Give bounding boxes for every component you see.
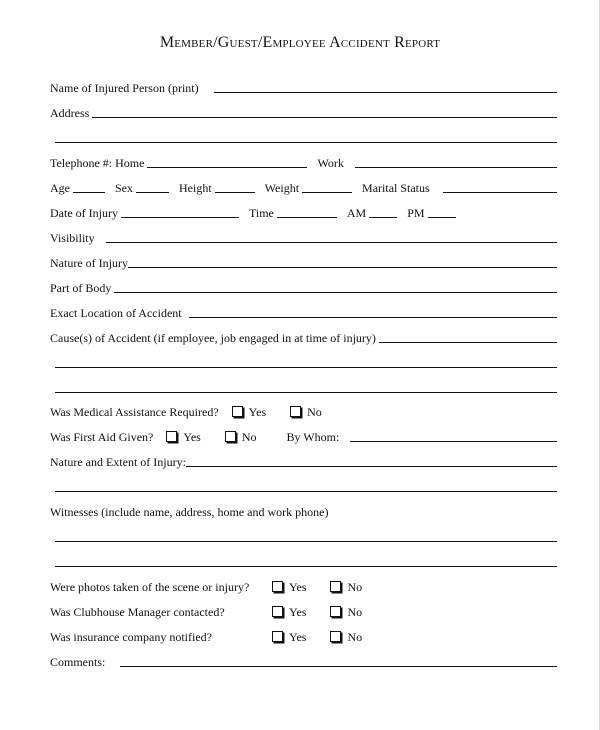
checkbox-icon[interactable]: [272, 581, 283, 592]
cause-field-2[interactable]: [55, 367, 557, 368]
manager-label: Was Clubhouse Manager contacted?: [50, 605, 225, 619]
witnesses-row-2: [55, 525, 557, 545]
photos-no-option[interactable]: [330, 580, 362, 595]
am-field[interactable]: [369, 217, 397, 218]
address-row-2: [55, 126, 557, 146]
yes-label: Yes: [289, 630, 307, 644]
date-of-injury-label: Date of Injury: [50, 206, 118, 220]
manager-no-option[interactable]: [330, 605, 362, 620]
manager-yes-option[interactable]: [272, 605, 306, 620]
age-label: Age: [50, 181, 70, 195]
extent-of-injury-label: Nature and Extent of Injury:: [50, 455, 186, 469]
address-row: [50, 101, 557, 121]
part-of-body-label: Part of Body: [50, 281, 112, 295]
checkbox-icon[interactable]: [272, 631, 283, 642]
location-label: Exact Location of Accident: [50, 306, 182, 320]
location-row: [50, 301, 557, 321]
first-aid-label: Was First Aid Given?: [50, 430, 154, 444]
date-time-row: [50, 201, 450, 221]
insurance-no-option[interactable]: [330, 630, 362, 645]
date-of-injury-field[interactable]: [121, 217, 239, 218]
checkbox-icon[interactable]: [330, 581, 341, 592]
yes-label: Yes: [248, 405, 267, 419]
comments-row: [50, 650, 557, 670]
by-whom-label: By Whom:: [286, 430, 340, 444]
medical-no-option[interactable]: [290, 405, 322, 420]
time-field[interactable]: [277, 217, 337, 218]
visibility-row: [50, 226, 557, 246]
extent-of-injury-row-2: [55, 475, 557, 495]
checkbox-icon[interactable]: [290, 406, 301, 417]
photos-label: Were photos taken of the scene or injury?: [50, 580, 250, 594]
address-label: Address: [50, 106, 90, 120]
checkbox-icon[interactable]: [232, 406, 243, 417]
witnesses-field-2[interactable]: [55, 566, 557, 567]
no-label: No: [307, 405, 322, 419]
height-label: Height: [179, 181, 212, 195]
photos-yes-option[interactable]: [272, 580, 306, 595]
cause-row-3: [55, 376, 557, 396]
weight-field[interactable]: [302, 192, 352, 193]
no-label: No: [241, 430, 257, 444]
age-field[interactable]: [73, 192, 105, 193]
address-field[interactable]: [92, 117, 557, 118]
insurance-yes-option[interactable]: [272, 630, 306, 645]
witnesses-label: Witnesses (include name, address, home and work phone): [50, 505, 329, 519]
cause-row: [50, 326, 557, 346]
part-of-body-field[interactable]: [114, 292, 557, 293]
first-aid-no-option[interactable]: [225, 430, 257, 445]
part-of-body-row: [50, 276, 557, 296]
no-label: No: [347, 605, 363, 619]
no-label: No: [347, 580, 363, 594]
visibility-field[interactable]: [106, 242, 557, 243]
by-whom-field[interactable]: [350, 441, 557, 442]
injured-name-field[interactable]: [214, 92, 557, 93]
extent-of-injury-row: [50, 450, 557, 470]
cause-field-3[interactable]: [55, 392, 557, 393]
form-title: Member/Guest/Employee Accident Report: [159, 34, 441, 51]
cause-label: Cause(s) of Accident (if employee, job engaged in at time of injury): [50, 331, 376, 345]
nature-of-injury-field[interactable]: [128, 267, 557, 268]
sex-field[interactable]: [136, 192, 169, 193]
home-phone-field[interactable]: [147, 167, 307, 168]
insurance-label: Was insurance company notified?: [50, 630, 212, 644]
work-phone-label: Work: [317, 156, 344, 170]
pm-label: PM: [407, 206, 425, 220]
visibility-label: Visibility: [50, 231, 95, 245]
photos-row: [50, 575, 450, 595]
witnesses-field[interactable]: [55, 541, 557, 542]
nature-of-injury-label: Nature of Injury: [50, 256, 128, 270]
medical-assistance-label: Was Medical Assistance Required?: [50, 405, 219, 419]
comments-field[interactable]: [120, 666, 557, 667]
personal-details-row: [50, 176, 557, 196]
manager-row: [50, 600, 450, 620]
first-aid-row: [50, 425, 557, 445]
work-phone-field[interactable]: [355, 167, 557, 168]
height-field[interactable]: [215, 192, 255, 193]
sex-label: Sex: [115, 181, 133, 195]
medical-yes-option[interactable]: [232, 405, 266, 420]
witnesses-row: [50, 500, 557, 520]
yes-label: Yes: [183, 430, 201, 444]
telephone-home-label: Telephone #: Home: [50, 156, 145, 170]
checkbox-icon[interactable]: [272, 606, 283, 617]
witnesses-row-3: [55, 550, 557, 570]
injured-name-label: Name of Injured Person (print): [50, 81, 199, 95]
yes-label: Yes: [289, 605, 307, 619]
comments-label: Comments:: [50, 655, 106, 669]
cause-row-2: [55, 351, 557, 371]
first-aid-yes-option[interactable]: [166, 430, 200, 445]
insurance-row: [50, 625, 450, 645]
nature-of-injury-row: [50, 251, 557, 271]
no-label: No: [347, 630, 363, 644]
telephone-row: [50, 151, 557, 171]
checkbox-icon[interactable]: [330, 631, 341, 642]
checkbox-icon[interactable]: [225, 431, 236, 442]
location-field[interactable]: [189, 317, 557, 318]
extent-of-injury-field-2[interactable]: [55, 491, 557, 492]
pm-field[interactable]: [428, 217, 456, 218]
cause-field[interactable]: [379, 342, 557, 343]
am-label: AM: [346, 206, 367, 220]
extent-of-injury-field[interactable]: [186, 466, 557, 467]
medical-assistance-row: [50, 400, 450, 420]
checkbox-icon[interactable]: [330, 606, 341, 617]
time-label: Time: [248, 206, 274, 220]
injured-name-row: [50, 76, 557, 96]
checkbox-icon[interactable]: [166, 431, 177, 442]
marital-status-field[interactable]: [443, 192, 557, 193]
address-field-2[interactable]: [55, 142, 557, 143]
yes-label: Yes: [289, 580, 307, 594]
marital-status-label: Marital Status: [362, 181, 430, 195]
weight-label: Weight: [264, 181, 300, 195]
